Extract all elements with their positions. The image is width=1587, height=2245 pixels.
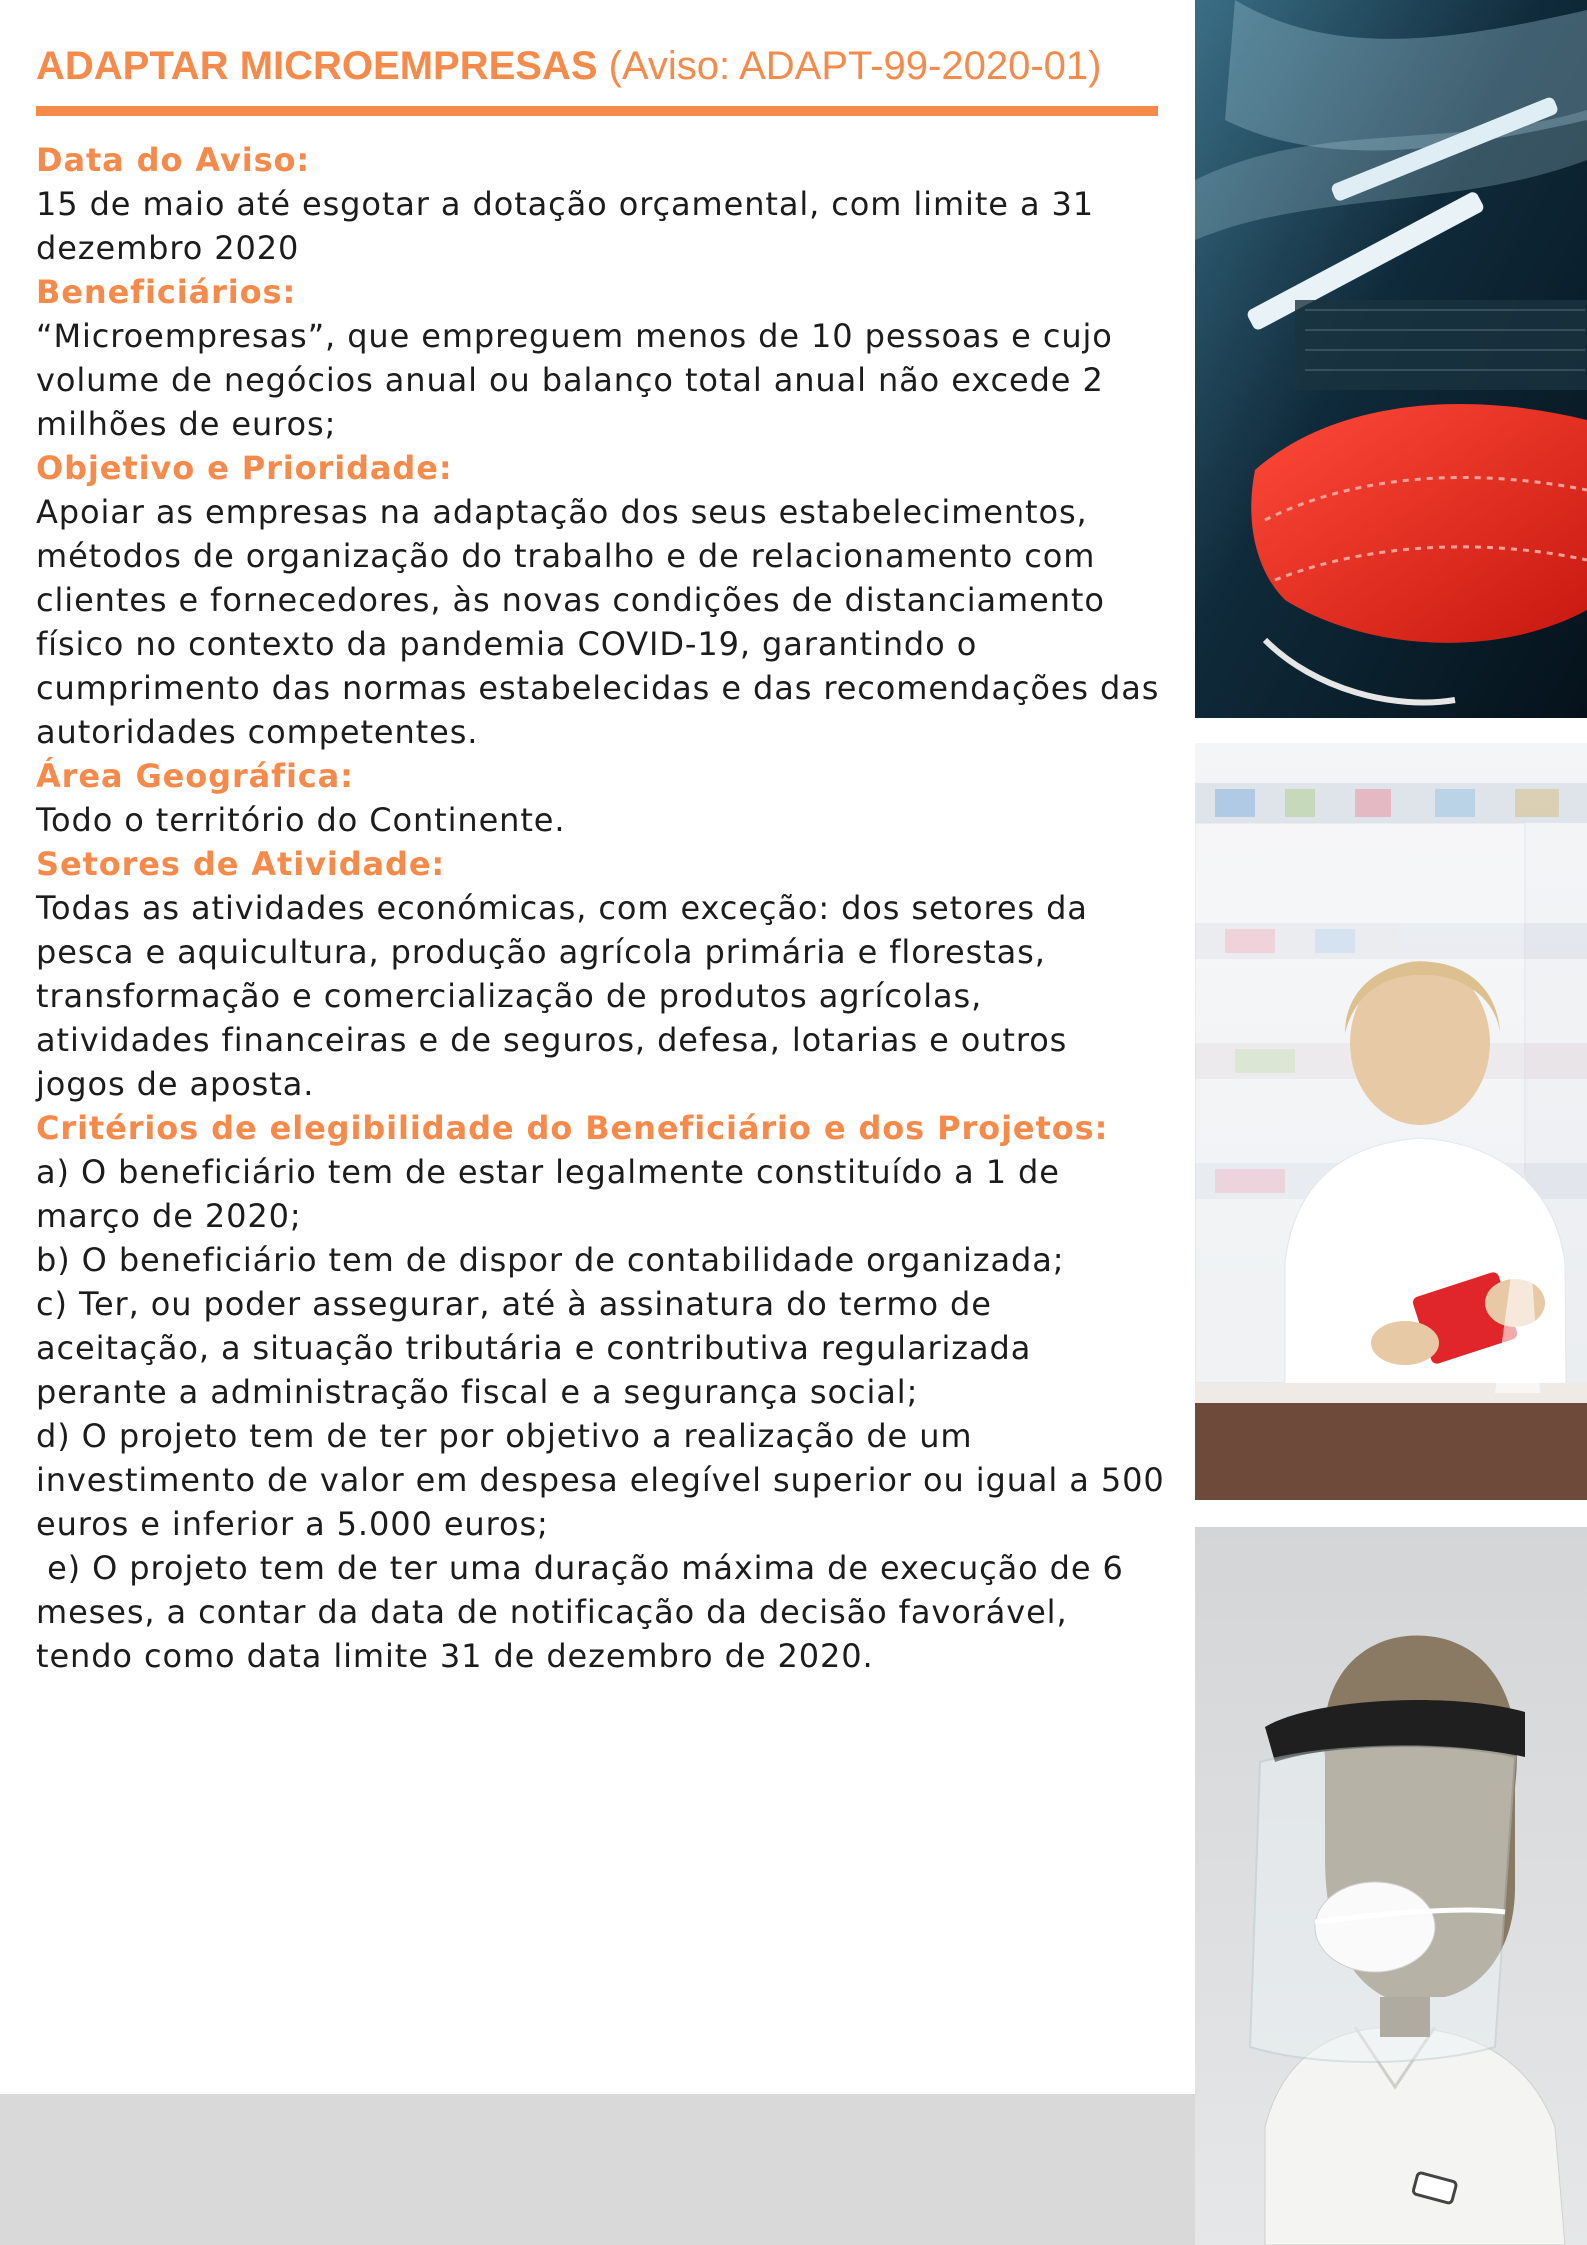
page-title — [36, 36, 1166, 96]
criteria-item-e: e) O projeto tem de ter uma duração máxima de execução de 6 meses, a contar da data de notificação da decisão favorável, tendo como data limite 31 de dezembro de 2020. — [36, 1549, 1135, 1675]
criteria-item-c: c) Ter, ou poder assegurar, até à assinatura do termo de aceitação, a situação tributária e contributiva regularizada perante a administração fiscal e a segurança social; — [36, 1285, 1032, 1411]
section-text-sectors: Todas as atividades económicas, com exceção: dos setores da pesca e aquicultura, produção agrícola primária e florestas, transformação e comercialização de produtos agrícolas, atividades financeiras e de seguros, defesa, lotarias e outros jogos de aposta. — [36, 889, 1088, 1103]
section-text-beneficiaries: “Microempresas”, que empreguem menos de 10 pessoas e cujo volume de negócios anual ou balanço total anual não excede 2 milhões de euros; — [36, 317, 1113, 443]
notice-body — [36, 138, 1166, 1678]
photo-face-shield — [1195, 1527, 1587, 2245]
section-text-date: 15 de maio até esgotar a dotação orçamental, com limite a 31 dezembro 2020 — [36, 185, 1095, 267]
section-text-area: Todo o território do Continente. — [36, 801, 566, 839]
section-text-objective: Apoiar as empresas na adaptação dos seus estabelecimentos, métodos de organização do trabalho e de relacionamento com clientes e fornecedores, às novas condições de distanciamento físico no contexto da pandemia COVID-19, garantindo o cumprimento das normas estabelecidas e das recomendações das autoridades competentes. — [36, 493, 1160, 751]
photo-red-mask — [1195, 0, 1587, 718]
section-label-area: Área Geográfica: — [36, 757, 354, 795]
notice-content — [36, 36, 1166, 1678]
section-label-criteria: Critérios de elegibilidade do Beneficiário e dos Projetos: — [36, 1109, 1109, 1147]
title-notice-code: (Aviso: ADAPT-99-2020-01) — [608, 44, 1102, 88]
criteria-item-d: d) O projeto tem de ter por objetivo a realização de um investimento de valor em despesa elegível superior ou igual a 500 euros e inferior a 5.000 euros; — [36, 1417, 1165, 1543]
section-label-date: Data do Aviso: — [36, 141, 311, 179]
title-program: ADAPTAR MICROEMPRESAS — [36, 44, 598, 88]
criteria-item-a: a) O beneficiário tem de estar legalmente constituído a 1 de março de 2020; — [36, 1153, 1060, 1235]
photo-pharmacist — [1195, 743, 1587, 1500]
section-label-objective: Objetivo e Prioridade: — [36, 449, 453, 487]
section-label-beneficiaries: Beneficiários: — [36, 273, 297, 311]
footer-band — [0, 2094, 1195, 2245]
criteria-item-b: b) O beneficiário tem de dispor de contabilidade organizada; — [36, 1241, 1065, 1279]
section-label-sectors: Setores de Atividade: — [36, 845, 446, 883]
title-divider — [36, 106, 1158, 116]
